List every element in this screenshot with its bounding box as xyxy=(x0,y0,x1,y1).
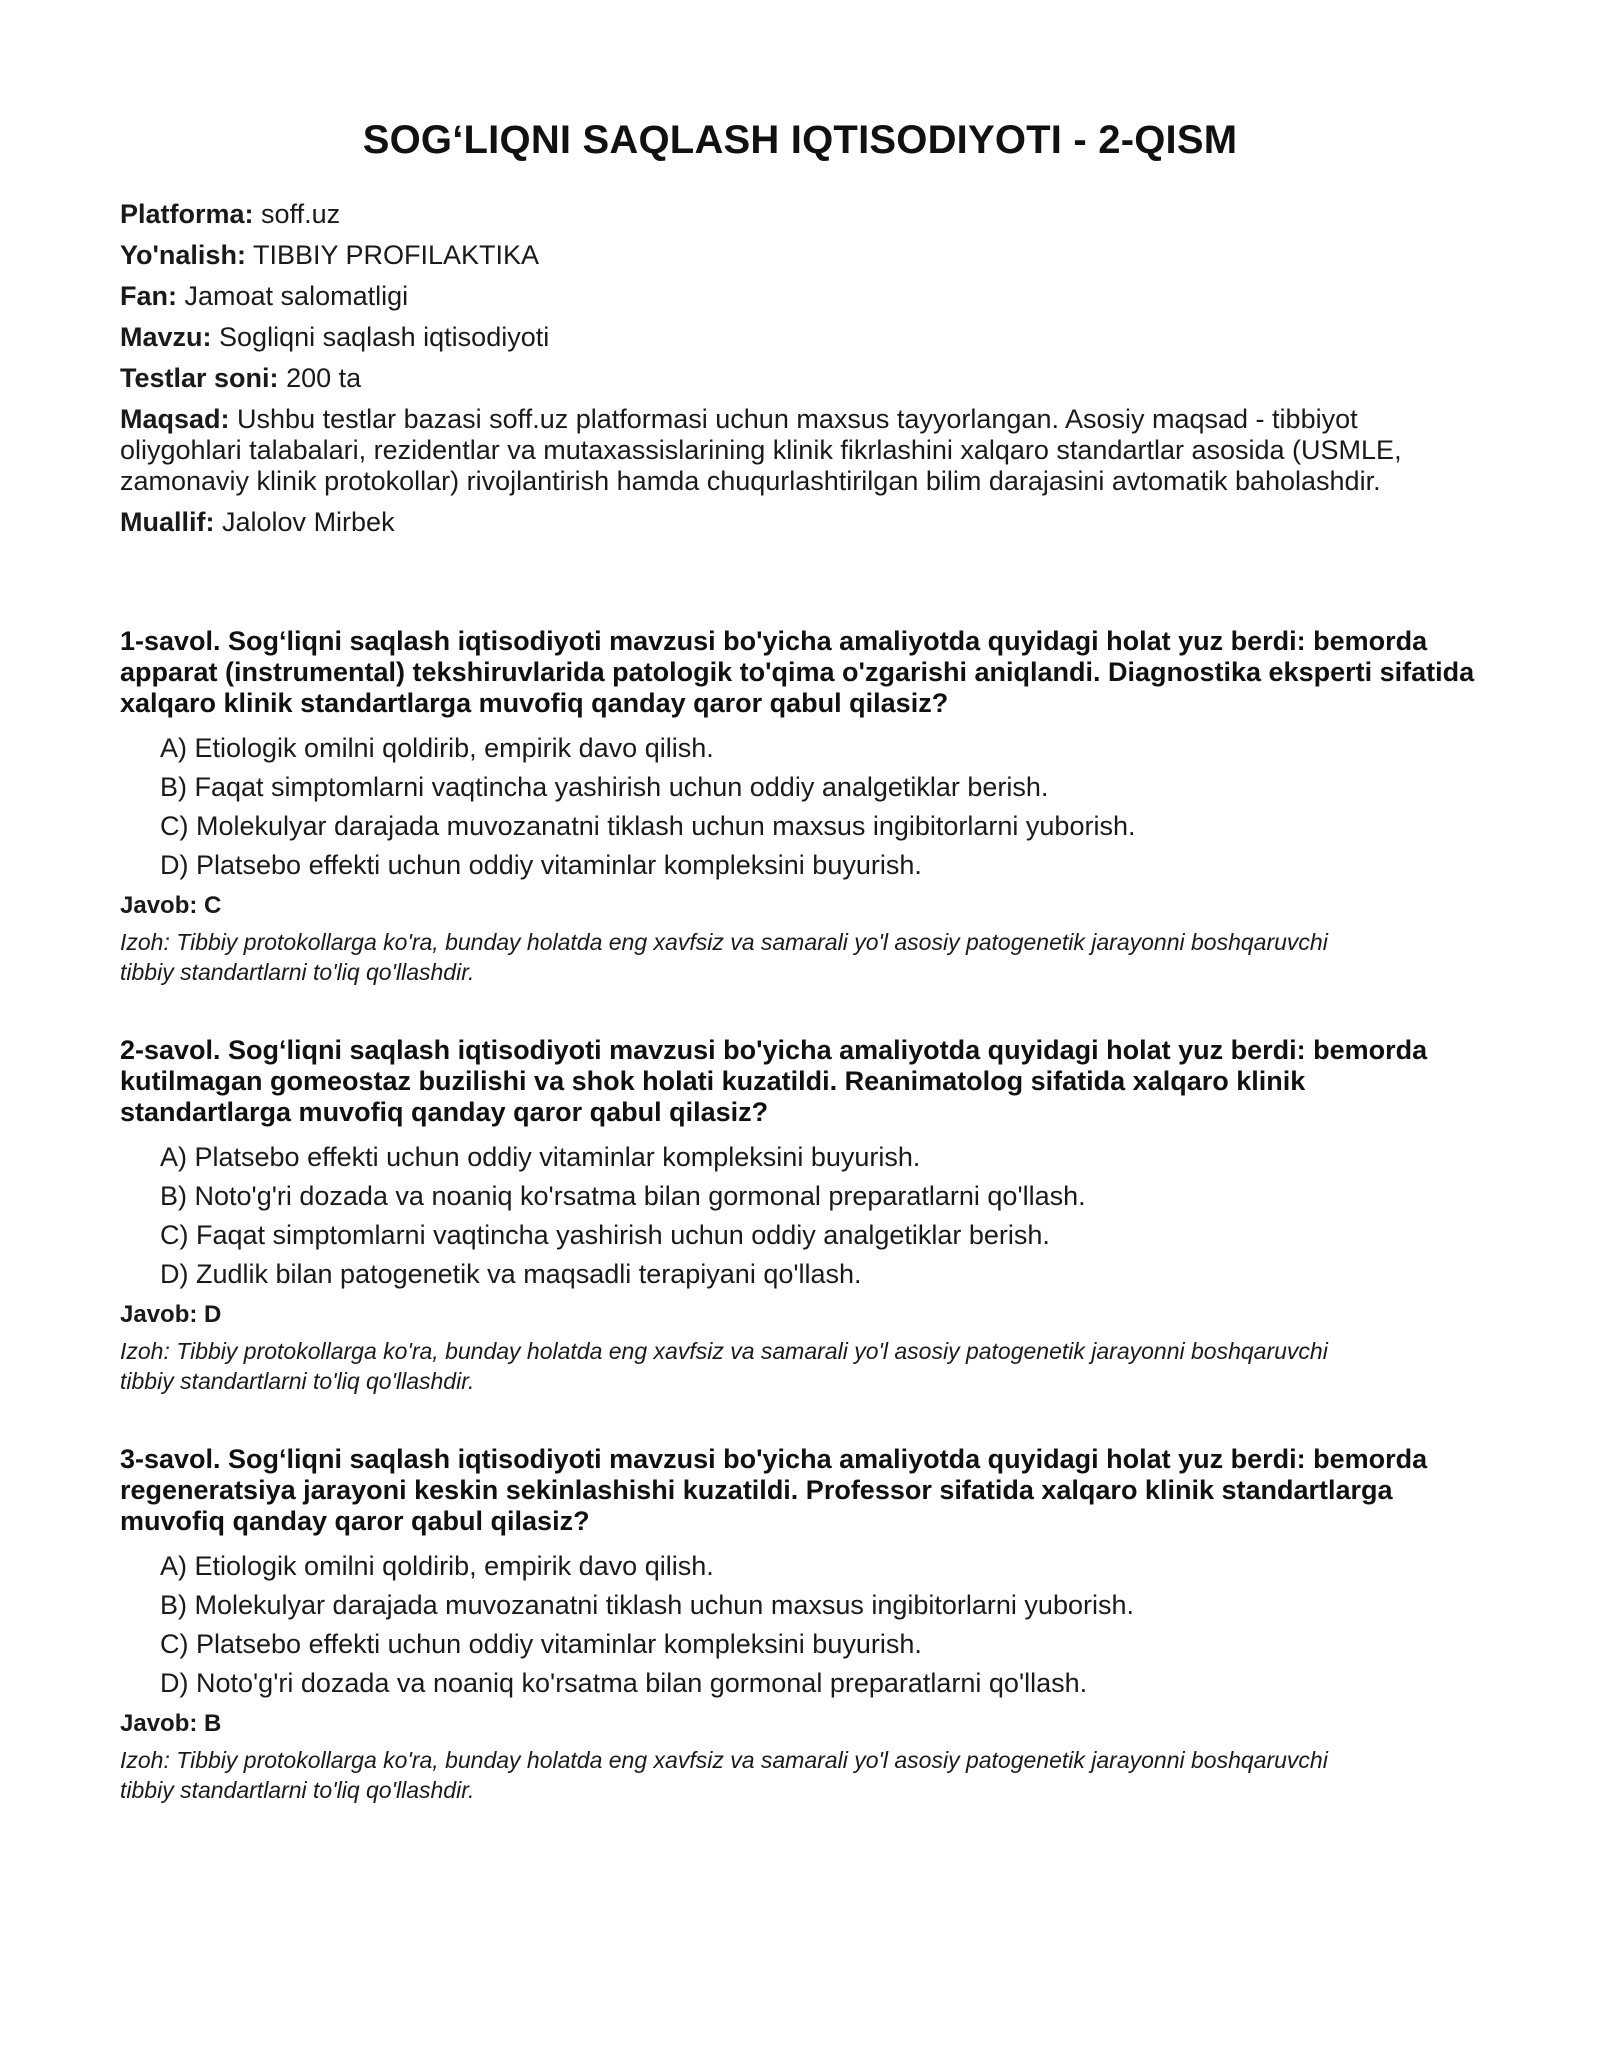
option-b: B) Noto'g'ri dozada va noaniq ko'rsatma bilan gormonal preparatlarni qo'llash. xyxy=(160,1181,1086,1211)
explanation: Izoh: Tibbiy protokollarga ko'ra, bunday holatda eng xavfsiz va samarali yo'l asosiy patogenetik jarayonni boshqaruvchi tibbiy standartlarni to'liq qo'llashdir. xyxy=(120,1338,1328,1394)
meta-value: soff.uz xyxy=(261,199,341,229)
meta-author xyxy=(120,507,1480,538)
explanation: Izoh: Tibbiy protokollarga ko'ra, bunday holatda eng xavfsiz va samarali yo'l asosiy patogenetik jarayonni boshqaruvchi tibbiy standartlarni to'liq qo'llashdir. xyxy=(120,1747,1328,1803)
option-a: A) Etiologik omilni qoldirib, empirik davo qilish. xyxy=(160,733,714,763)
answer-key: Javob: B xyxy=(120,1710,222,1737)
meta-test-count xyxy=(120,363,1480,394)
meta-value: Ushbu testlar bazasi soff.uz platformasi uchun maxsus tayyorlangan. Asosiy maqsad - tibbiyot oliygohlari talabalari, rezidentlar va mutaxassislarining klinik fikrlashini xalqaro standartlar asosida (USMLE, zamonaviy klinik protokollar) rivojlantirish hamda chuqurlashtirilgan bilim darajasini avtomatik baholashdir. xyxy=(120,404,1402,496)
document-title: SOG‘LIQNI SAQLASH IQTISODIYOTI - 2-QISM xyxy=(362,118,1238,162)
meta-value: TIBBIY PROFILAKTIKA xyxy=(252,240,540,270)
meta-value: Jamoat salomatligi xyxy=(184,281,409,311)
meta-label: Fan: xyxy=(120,281,177,311)
explanation: Izoh: Tibbiy protokollarga ko'ra, bunday holatda eng xavfsiz va samarali yo'l asosiy patogenetik jarayonni boshqaruvchi tibbiy standartlarni to'liq qo'llashdir. xyxy=(120,929,1328,985)
option-c: C) Platsebo effekti uchun oddiy vitaminlar kompleksini buyurish. xyxy=(160,1629,922,1659)
meta-direction xyxy=(120,240,1480,271)
option-a: A) Etiologik omilni qoldirib, empirik davo qilish. xyxy=(160,1551,714,1581)
meta-label: Mavzu: xyxy=(120,322,212,352)
option-b: B) Faqat simptomlarni vaqtincha yashirish uchun oddiy analgetiklar berish. xyxy=(160,772,1049,802)
answer-options xyxy=(160,733,1480,881)
question-text: 1-savol. Sog‘liqni saqlash iqtisodiyoti mavzusi bo'yicha amaliyotda quyidagi holat yuz berdi: bemorda apparat (instrumental) tekshiruvlarida patologik to'qima o'zgarishi aniqlandi. Diagnostika eksperti sifatida xalqaro klinik standartlarga muvofiq qanday qaror qabul qilasiz? xyxy=(120,626,1475,718)
meta-label: Testlar soni: xyxy=(120,363,279,393)
meta-subject xyxy=(120,281,1480,312)
option-d: D) Noto'g'ri dozada va noaniq ko'rsatma bilan gormonal preparatlarni qo'llash. xyxy=(160,1668,1088,1698)
meta-topic xyxy=(120,322,1480,353)
meta-purpose xyxy=(120,404,1480,497)
meta-label: Yo'nalish: xyxy=(120,240,246,270)
meta-label: Maqsad: xyxy=(120,404,230,434)
meta-value: Sogliqni saqlash iqtisodiyoti xyxy=(219,322,550,352)
answer-options xyxy=(160,1142,1480,1290)
option-d: D) Zudlik bilan patogenetik va maqsadli terapiyani qo'llash. xyxy=(160,1259,862,1289)
option-b: B) Molekulyar darajada muvozanatni tiklash uchun maxsus ingibitorlarni yuborish. xyxy=(160,1590,1134,1620)
answer-key: Javob: C xyxy=(120,892,222,919)
option-c: C) Faqat simptomlarni vaqtincha yashirish uchun oddiy analgetiklar berish. xyxy=(160,1220,1050,1250)
option-a: A) Platsebo effekti uchun oddiy vitaminlar kompleksini buyurish. xyxy=(160,1142,921,1172)
meta-platform xyxy=(120,199,1480,230)
answer-options xyxy=(160,1551,1480,1699)
question-text: 3-savol. Sog‘liqni saqlash iqtisodiyoti mavzusi bo'yicha amaliyotda quyidagi holat yuz berdi: bemorda regeneratsiya jarayoni keskin sekinlashishi kuzatildi. Professor sifatida xalqaro klinik standartlarga muvofiq qanday qaror qabul qilasiz? xyxy=(120,1444,1428,1536)
meta-label: Muallif: xyxy=(120,507,215,537)
question-text: 2-savol. Sog‘liqni saqlash iqtisodiyoti mavzusi bo'yicha amaliyotda quyidagi holat yuz berdi: bemorda kutilmagan gomeostaz buzilishi va shok holati kuzatildi. Reanimatolog sifatida xalqaro klinik standartlarga muvofiq qanday qaror qabul qilasiz? xyxy=(120,1035,1428,1127)
document-page xyxy=(120,118,1480,1853)
option-c: C) Molekulyar darajada muvozanatni tiklash uchun maxsus ingibitorlarni yuborish. xyxy=(160,811,1136,841)
option-d: D) Platsebo effekti uchun oddiy vitaminlar kompleksini buyurish. xyxy=(160,850,922,880)
question-2 xyxy=(120,1035,1480,1396)
metadata-block xyxy=(120,199,1480,538)
question-1 xyxy=(120,626,1480,987)
meta-value: Jalolov Mirbek xyxy=(222,507,395,537)
meta-value: 200 ta xyxy=(286,363,362,393)
answer-key: Javob: D xyxy=(120,1301,222,1328)
question-3 xyxy=(120,1444,1480,1805)
meta-label: Platforma: xyxy=(120,199,254,229)
